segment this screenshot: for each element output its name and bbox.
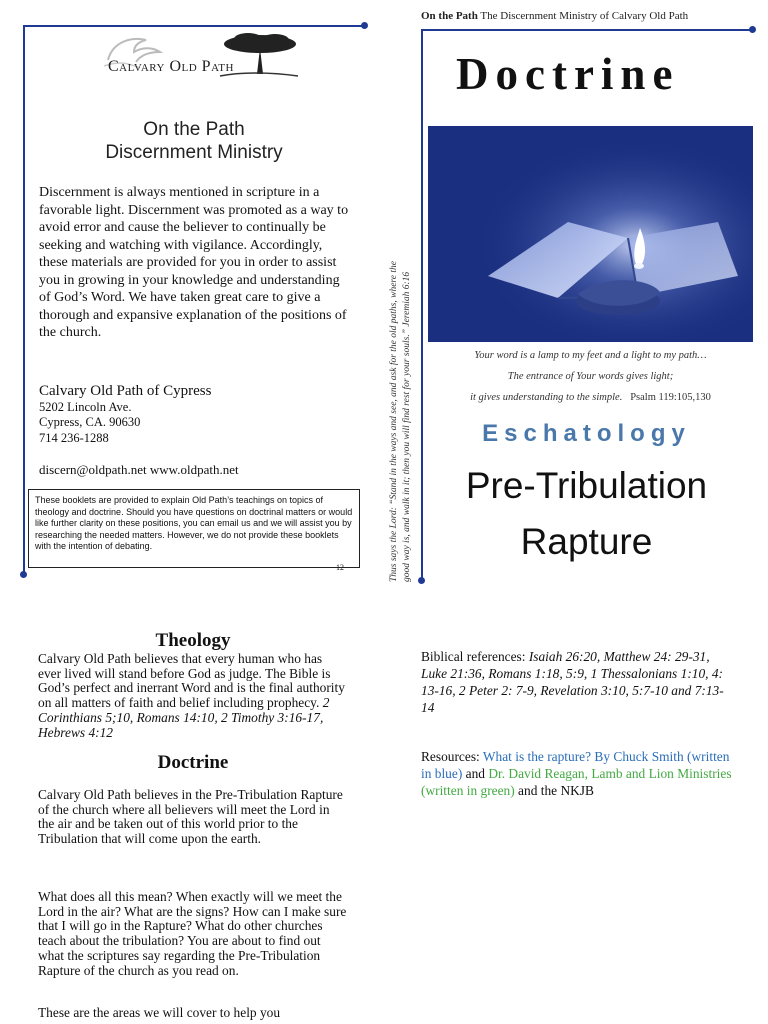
- biblical-references: [421, 648, 733, 716]
- phone: 714 236-1288: [39, 430, 109, 445]
- resource-chuck-smith-link[interactable]: What is the rapture? By Chuck Smith (written in blue): [421, 749, 730, 781]
- cover-caption: [428, 345, 753, 408]
- cover-title: Doctrine: [456, 49, 680, 99]
- references-label: Biblical references:: [421, 649, 529, 664]
- logo-text: Calvary Old Path: [108, 58, 234, 75]
- category-label: Eschatology: [482, 420, 691, 447]
- quote-line1: Thus says the Lord: “Stand in the ways and see, and ask for the old paths, where the: [389, 261, 399, 582]
- header-line: [421, 10, 688, 22]
- ministry-title-line1: On the Path: [143, 119, 245, 140]
- header-rest: The Discernment Ministry of Calvary Old Path: [477, 10, 689, 22]
- subject-line1: Pre-Tribulation: [465, 465, 708, 506]
- references-list: Isaiah 26:20, Matthew 24: 29-31, Luke 21:36, Romans 1:18, 5:9, 1 Thessalonians 1:10, 4: 13-16, 2 Peter 2: 7-9, Revelation 3:10, 5:7-10 and 7:13-14: [421, 649, 724, 715]
- page-number: 12: [336, 563, 344, 572]
- panel-border-left: [23, 25, 25, 575]
- address-block: [39, 384, 339, 478]
- doctrine-paragraph-3: These are the areas we will cover to help you: [38, 1005, 281, 1020]
- resources: [421, 748, 737, 799]
- theology-paragraph: Calvary Old Path believes that every human who has ever lived will stand before God as judge. The Bible is God’s perfect and inerrant Word and is the final authority on all matters of faith and belief including prophecy.: [38, 651, 345, 711]
- contact-line[interactable]: discern@oldpath.net www.oldpath.net: [39, 462, 239, 477]
- street: 5202 Lincoln Ave.: [39, 399, 132, 414]
- cover-border-top: [421, 29, 752, 31]
- resources-and-1: and: [462, 766, 489, 781]
- disclaimer-box: These booklets are provided to explain Old Path’s teachings on topics of theology and doctrine. Should you have questions on doctrinal matters or would like further clarity on these positions, you can email us and we will assist you by researching the needed matters. However, we do not provide these booklets with the intention of debating.: [28, 489, 360, 568]
- ministry-title: [23, 118, 365, 164]
- vertical-scripture-quote: [388, 261, 414, 582]
- corner-dot: [418, 577, 425, 584]
- caption-line3: [428, 387, 753, 408]
- caption-line3-text: it gives understanding to the simple.: [470, 392, 623, 403]
- quote-line2: good way is, and walk in it; then you will find rest for your souls.” Jeremiah 6:16: [402, 271, 412, 582]
- resource-david-reagan-link[interactable]: Dr. David Reagan, Lamb and Lion Ministries (written in green): [421, 766, 732, 798]
- theology-text: [38, 652, 348, 740]
- corner-dot: [361, 22, 368, 29]
- resources-label: Resources:: [421, 749, 483, 764]
- subject-line2: Rapture: [520, 521, 653, 562]
- doctrine-heading: Doctrine: [157, 752, 229, 773]
- caption-line1: Your word is a lamp to my feet and a light to my path…: [474, 350, 707, 361]
- corner-dot: [749, 26, 756, 33]
- intro-paragraph: Discernment is always mentioned in scripture in a favorable light. Discernment was promoted as a way to avoid error and cause the believer to continually be seeking and watching with vigilance. Accordingly, these materials are provided for you in order to assist you in growing in your knowledge and understanding of God’s Word. We have taken great care to give a thorough and expansive explanation of the positions of the church.: [39, 185, 349, 340]
- ministry-title-line2: Discernment Ministry: [105, 142, 283, 163]
- header-bold: On the Path: [421, 10, 478, 22]
- caption-line2: The entrance of Your words gives light;: [507, 371, 674, 382]
- theology-refs: 2 Corinthians 5;10, Romans 14:10, 2 Timothy 3:16-17, Hebrews 4:12: [38, 695, 330, 740]
- church-name: Calvary Old Path of Cypress: [39, 383, 212, 399]
- doctrine-paragraph-2: What does all this mean? When exactly will we meet the Lord in the air? What are the signs? How can I make sure that I will go in the Rapture? What do other churches teach about the tribulation? You are about to find out what the scriptures say regarding the Pre-Tribulation Rapture of the church as you read on.: [38, 889, 347, 978]
- corner-dot: [20, 571, 27, 578]
- panel-border-top: [23, 25, 365, 27]
- subject-title: [421, 458, 752, 570]
- open-bible-with-oil-lamp-image: [428, 126, 753, 342]
- caption-ref: Psalm 119:105,130: [630, 392, 711, 403]
- resources-and-2: and the NKJB: [514, 783, 594, 798]
- doctrine-paragraph-1: Calvary Old Path believes in the Pre-Tribulation Rapture of the church where all believers will meet the Lord in the air and be taken out of this world prior to the Tribulation that will come upon the earth.: [38, 787, 343, 847]
- city: Cypress, CA. 90630: [39, 415, 141, 429]
- theology-heading: Theology: [155, 630, 231, 651]
